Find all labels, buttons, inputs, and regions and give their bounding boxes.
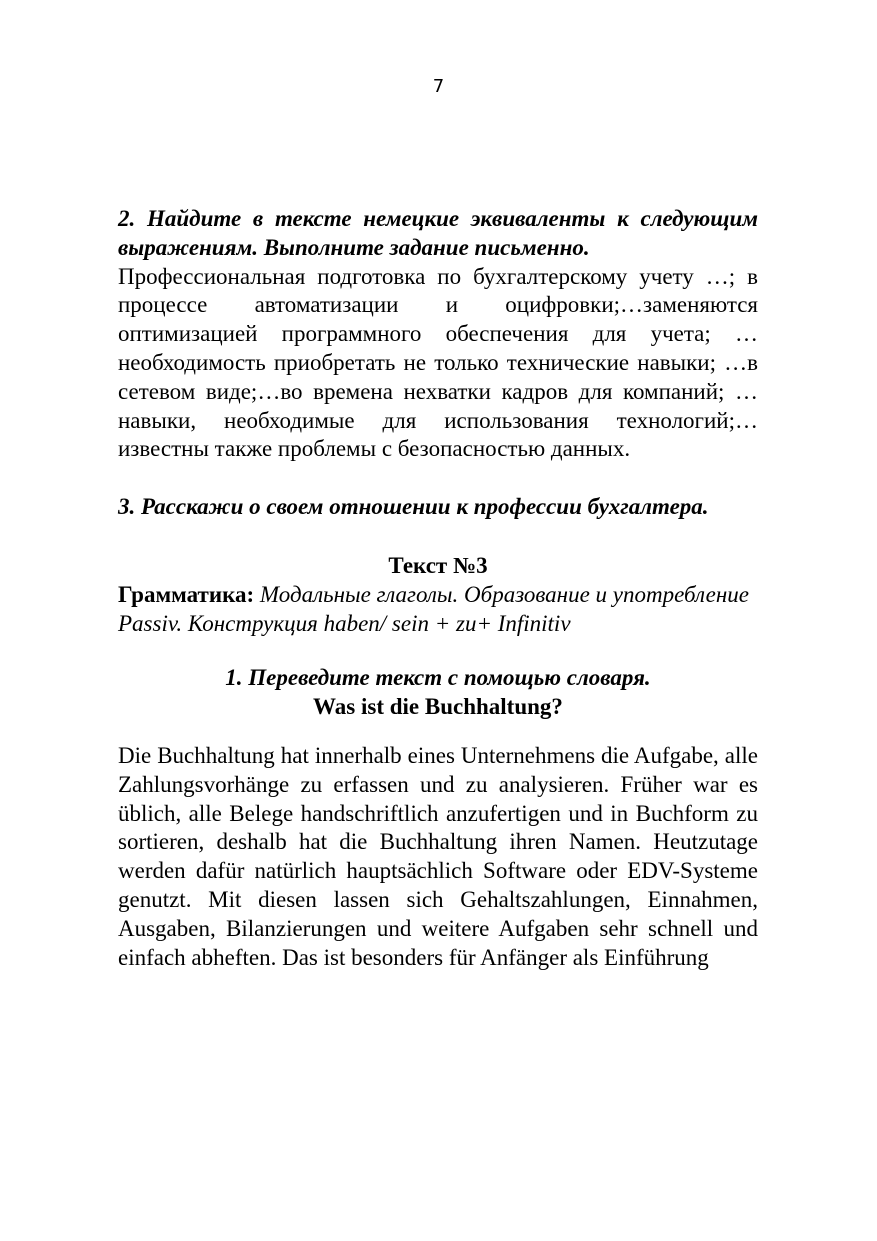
exercise1-title: 1. Переведите текст с помощью словаря. [225, 665, 651, 691]
task2-title: 2. Найдите в тексте немецкие эквиваленты к следующим выражениям. Выполните задание письменно. [118, 206, 758, 260]
grammar-text: Модальные глаголы. Образование и употребление Passiv. Конструкция haben/ sein + zu+ Infinitiv [118, 581, 749, 636]
page-content [118, 205, 758, 972]
page-number: 7 [432, 76, 445, 97]
task3-title: 3. Расскажи о своем отношении к профессии бухгалтера. [118, 494, 709, 520]
grammar-line [118, 581, 758, 639]
text3-heading: Текст №3 [388, 552, 488, 578]
text3-title: Was ist die Buchhaltung? [313, 694, 563, 720]
task2-body: Профессиональная подготовка по бухгалтерскому учету …; в процессе автоматизации и оцифровки;…заменяются оптимизацией программного обеспечения для учета; … необходимость приобретать не только технические навыки; …в сетевом виде;…во времена нехватки кадров для компаний; … навыки, необходимые для использования технологий;… известны также проблемы с безопасностью данных. [118, 263, 758, 462]
text3-body: Die Buchhaltung hat innerhalb eines Unternehmens die Aufgabe, alle Zahlungsvorhänge zu erfassen und zu analysieren. Früher war es üblich, alle Belege handschriftlich anzufertigen und in Buchform zu sortieren, deshalb hat die Buchhaltung ihren Namen. Heutzutage werden dafür natürlich hauptsächlich Software oder EDV-Systeme genutzt. Mit diesen lassen sich Gehaltszahlungen, Einnahmen, Ausgaben, Bilanzierungen und weitere Aufgaben sehr schnell und einfach abheften. Das ist besonders für Anfänger als Einführung [118, 742, 758, 970]
grammar-label: Грамматика: [118, 581, 255, 607]
